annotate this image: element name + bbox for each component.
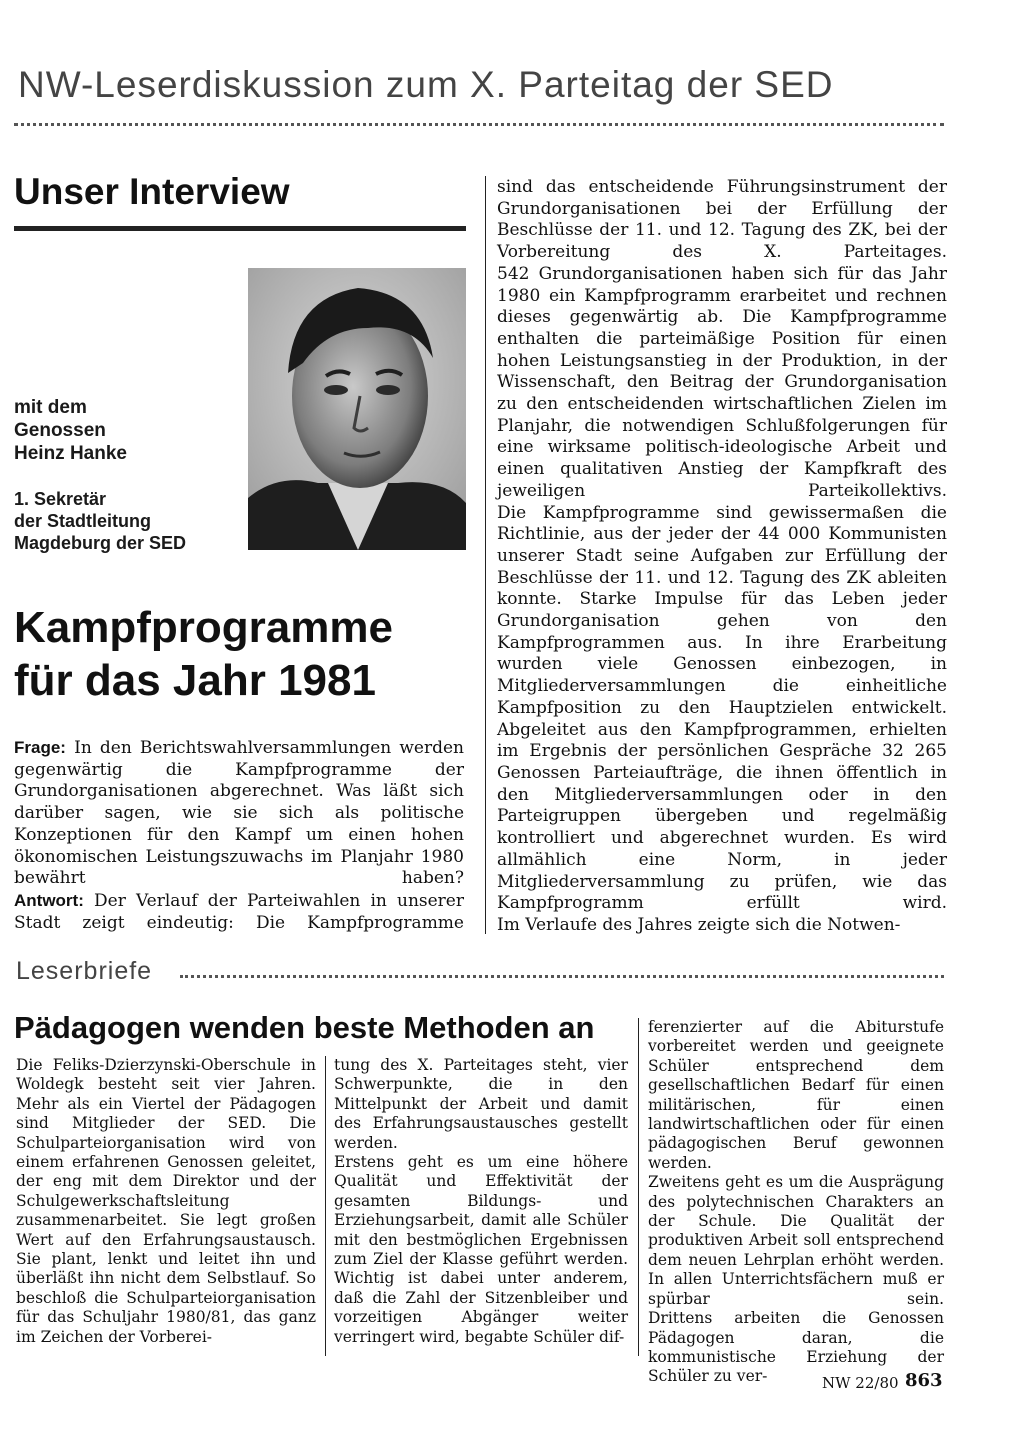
letters-heading: Pädagogen wenden beste Methoden an	[14, 1010, 595, 1045]
portrait-photo	[248, 268, 466, 550]
subject-role	[14, 488, 186, 554]
letter-paragraph: Drittens arbeiten die Genossen Pädagogen daran, die kommunistische Erziehung der Schüler zu ver-	[648, 1309, 944, 1386]
question-paragraph	[14, 737, 464, 890]
page-number: 863	[905, 1370, 943, 1391]
column-divider	[485, 176, 486, 934]
subject-caption	[14, 396, 127, 465]
subject-line: Genossen	[14, 420, 106, 441]
masthead-title: NW-Leserdiskussion zum X. Parteitag der SED	[18, 64, 834, 105]
subject-line: mit dem	[14, 397, 87, 418]
body-paragraph: 542 Grundorganisationen haben sich für das Jahr 1980 ein Kampfprogramm erarbeitet und rechnen dieses gegenwärtig ab. Die Kampfprogramme enthalten die parteimäßige Position für einen hohen Leistungsanstieg in der Produktion, in der Wissenschaft, den Beitrag der Grundorganisation zu den entscheidenden wirtschaftlichen Zielen im Planjahr, die notwendigen Schlußfolgerungen für eine wirksame politisch-ideologische Arbeit und einen qualitativen Anstieg der Kampfkraft des jeweiligen Parteikollektivs.	[497, 263, 947, 501]
letter-paragraph: ferenzierter auf die Abiturstufe vorbereitet werden und geeignete Schüler entsprechend dem gesellschaftlichen Bedarf für einen militärischen, für einen landwirtschaftlichen oder für einen pädagogischen Beruf gewonnen werden.	[648, 1018, 944, 1172]
role-line: Magdeburg der SED	[14, 533, 187, 553]
subject-name: Heinz Hanke	[14, 443, 127, 464]
body-paragraph: sind das entscheidende Führungsinstrument der Grundorganisationen bei der Erfüllung der Beschlüsse der 11. und 12. Tagung des ZK, bei der Vorbereitung des X. Parteitages.	[497, 177, 947, 263]
body-paragraph: Im Verlaufe des Jahres zeigte sich die Notwen-	[497, 914, 901, 935]
letter-paragraph: Erstens geht es um eine höhere Qualität und Effektivität der gesamten Bildungs- und Erziehungsarbeit, damit alle Schüler mit den bestmöglichen Ergebnissen zum Ziel der Klasse geführt werden. Wichtig ist dabei unter anderem, daß die Zahl der Sitzenbleiber und vorzeitigen Abgänger weiter verringert wird, begabte Schüler dif-	[334, 1153, 628, 1346]
interview-right-column	[497, 177, 947, 937]
role-line: der Stadtleitung	[14, 511, 152, 531]
answer-text: Der Verlauf der Parteiwahlen in unserer Stadt zeigt eindeutig: Die Kampfprogramme	[14, 890, 464, 933]
body-paragraph: Die Kampfprogramme sind gewissermaßen die Richtlinie, aus der jeder der 44 000 Kommunisten unserer Stadt seine Aufgaben zur Erfüllung der Beschlüsse der 11. und 12. Tagung des ZK ableiten konnte. Starke Impulse für das Leben jeder Grundorganisation gehen von den Kampfprogrammen aus. In ihre Erarbeitung wurden viele Genossen einbezogen, in Mitgliederversammlungen die einheitliche Kampfposition zu den Hauptzielen entwickelt. Abgeleitet aus den Kampfprogrammen, erhielten im Ergebnis der persönlichen Gespräche 32 265 Genossen Parteiaufträge, die ihnen öffentlich in den Mitgliederversammlungen oder in den Parteigruppen übergeben und regelmäßig kontrolliert und abgerechnet wurden. Es wird allmählich eine Norm, in jeder Mitgliederversammlung zu prüfen, wie das Kampfprogramm erfüllt wird.	[497, 502, 947, 914]
answer-paragraph	[14, 890, 464, 934]
letter-column-2	[334, 1056, 628, 1347]
article-title-line: für das Jahr 1981	[14, 656, 376, 705]
section-rule	[180, 975, 944, 978]
issue-label: NW 22/80	[822, 1374, 899, 1392]
letter-paragraph: tung des X. Parteitages steht, vier Schwerpunkte, die in den Mittelpunkt der Arbeit und damit des Erfahrungsaustausches gestellt werden.	[334, 1056, 628, 1152]
interview-heading: Unser Interview	[14, 171, 290, 212]
interview-left-column	[14, 737, 464, 934]
question-label: Frage:	[14, 738, 66, 757]
letter-divider	[638, 1018, 639, 1356]
portrait-image	[248, 268, 466, 550]
question-text: In den Berichtswahlversammlungen werden gegenwärtig die Kampfprogramme der Grundorganisationen abgerechnet. Was läßt sich darüber sagen, wie sie sich als politische Konzeptionen für den Kampf um einen hohen ökonomischen Leistungszuwachs im Planjahr 1980 bewährt haben?	[14, 738, 465, 889]
section-label: Leserbriefe	[16, 957, 153, 985]
letter-divider	[325, 1056, 326, 1356]
letter-paragraph: Zweitens geht es um die Ausprägung des polytechnischen Charakters an der Schule. Die Qualität der produktiven Arbeit soll entsprechend dem neuen Lehrplan erhöht werden. In allen Unterrichtsfächern muß er spürbar sein.	[648, 1173, 944, 1308]
letter-column-1	[16, 1056, 316, 1347]
letter-paragraph: Die Feliks-Dzierzynski-Oberschule in Woldegk besteht seit vier Jahren. Mehr als ein Viertel der Pädagogen sind Mitglieder der SED. Die Schulparteiorganisation wird von einem erfahrenen Genossen geleitet, der eng mit dem Direktor und der Schulgewerkschaftsleitung zusammenarbeitet. Sie legt großen Wert auf den Erfahrungsaustausch. Sie plant, lenkt und leitet ihn und überläßt ihn nicht dem Selbstlauf. So beschloß die Schulparteiorganisation für das Schuljahr 1980/81, das ganz im Zeichen der Vorberei-	[16, 1056, 316, 1346]
article-title-line: Kampfprogramme	[14, 603, 393, 652]
role-line: 1. Sekretär	[14, 489, 107, 509]
heading-rule	[14, 226, 466, 231]
letter-column-3	[648, 1018, 944, 1387]
article-title	[14, 601, 474, 707]
answer-label: Antwort:	[14, 890, 84, 910]
masthead-rule	[14, 123, 944, 126]
